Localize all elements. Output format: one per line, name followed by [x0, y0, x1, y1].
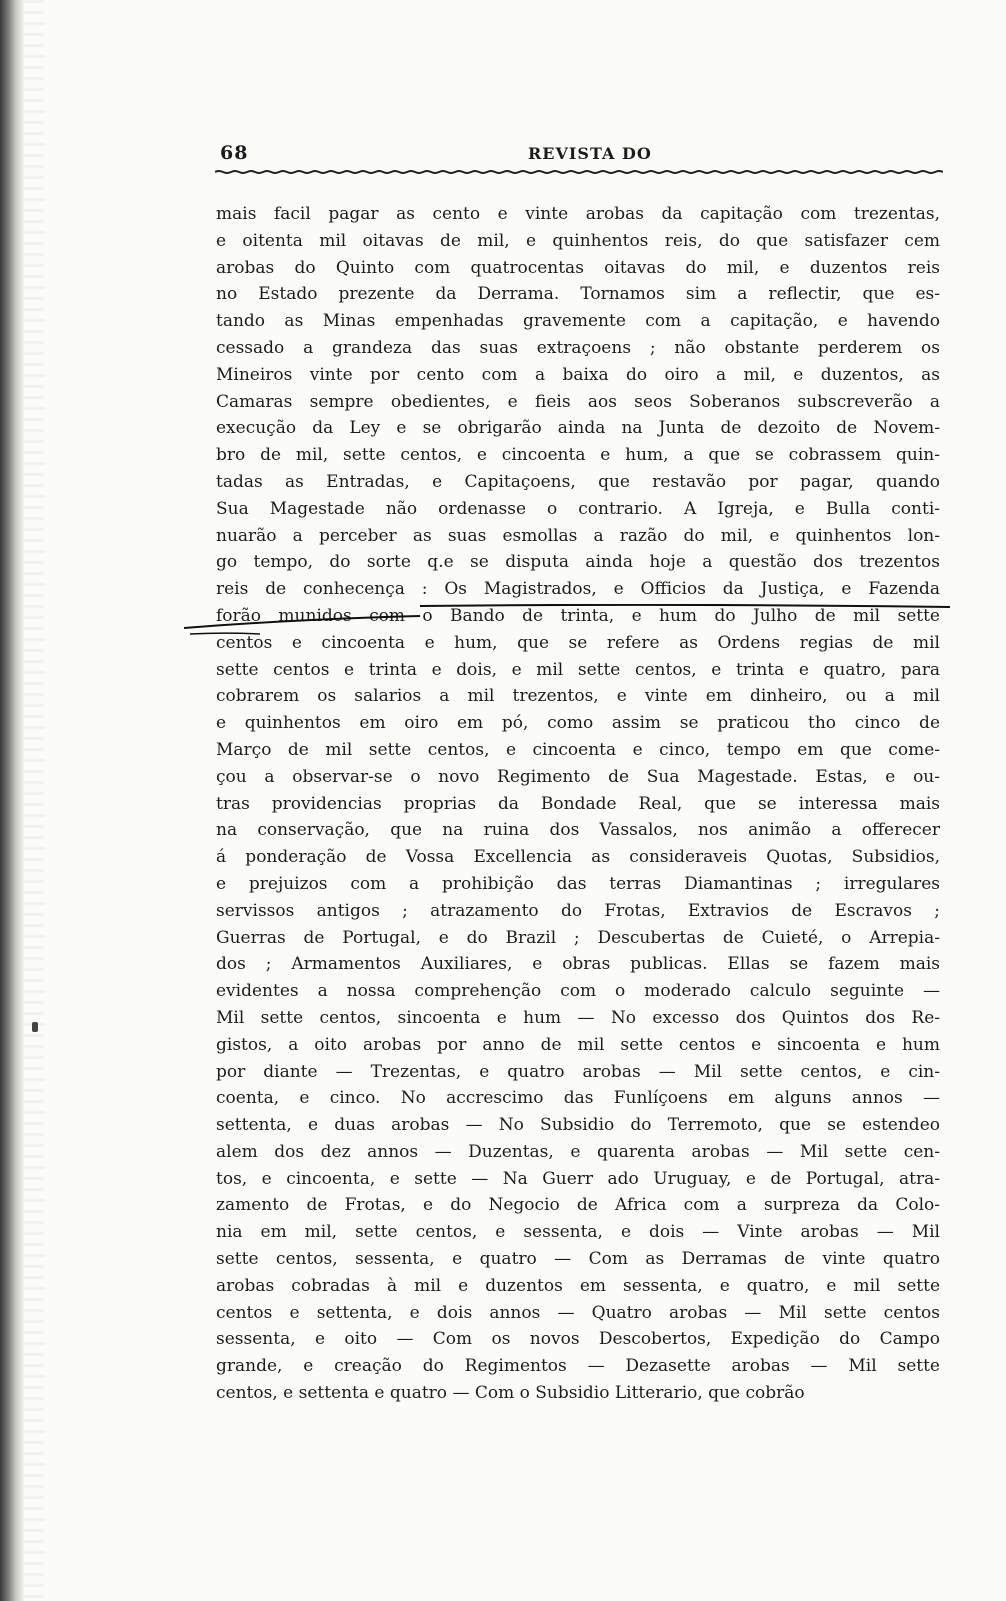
text-line: sessenta, e oito — Com os novos Descobertos, Expedição do Campo	[216, 1329, 940, 1350]
text-line: forão munidos com o Bando de trinta, e hum do Julho de mil sette	[216, 605, 940, 626]
text-line: sette centos e trinta e dois, e mil sette centos, e trinta e quatro, para	[216, 659, 940, 680]
text-line: bro de mil, sette centos, e cincoenta e hum, a que se cobrassem quin-	[216, 445, 940, 466]
text-line: e quinhentos em oiro em pó, como assim se praticou tho cinco de	[216, 713, 940, 734]
text-line: servissos antigos ; atrazamento do Frotas, Extravios de Escravos ;	[216, 900, 940, 921]
text-line: tras providencias proprias da Bondade Real, que se interessa mais	[216, 793, 940, 814]
text-line: á ponderação de Vossa Excellencia as consideraveis Quotas, Subsidios,	[216, 847, 940, 868]
text-line: Mil sette centos, sincoenta e hum — No excesso dos Quintos dos Re-	[216, 1007, 940, 1028]
text-line: zamento de Frotas, e do Negocio de Africa com a surpreza da Colo-	[216, 1195, 940, 1216]
text-line: sette centos, sessenta, e quatro — Com as Derramas de vinte quatro	[216, 1249, 940, 1270]
text-line: cessado a grandeza das suas extraçoens ; não obstante perderem os	[216, 337, 940, 358]
text-line: centos, e settenta e quatro — Com o Subsidio Litterario, que cobrão	[216, 1383, 805, 1404]
text-line: e oitenta mil oitavas de mil, e quinhentos reis, do que satisfazer cem	[216, 230, 940, 251]
text-line: coenta, e cinco. No accrescimo das Funlíçoens em alguns annos —	[216, 1088, 940, 1109]
page-binding-shadow	[24, 0, 44, 1601]
page-header	[220, 142, 940, 172]
header-rule	[215, 170, 943, 174]
text-line: alem dos dez annos — Duzentas, e quarenta arobas — Mil sette cen-	[216, 1141, 940, 1162]
text-line: settenta, e duas arobas — No Subsidio do Terremoto, que se estendeo	[216, 1115, 940, 1136]
margin-ink-mark	[32, 1022, 38, 1032]
body-text	[216, 201, 940, 1407]
text-line: go tempo, do sorte q.e se disputa ainda hoje a questão dos trezentos	[216, 552, 940, 573]
text-line: tando as Minas empenhadas gravemente com a capitação, e havendo	[216, 311, 940, 332]
text-line: cobrarem os salarios a mil trezentos, e vinte em dinheiro, ou a mil	[216, 686, 940, 707]
text-line: Sua Magestade não ordenasse o contrario. A Igreja, e Bulla conti-	[216, 498, 940, 519]
text-line: reis de conhecença : Os Magistrados, e Officios da Justiça, e Fazenda	[216, 579, 940, 600]
page-number: 68	[220, 142, 249, 164]
text-line: çou a observar-se o novo Regimento de Sua Magestade. Estas, e ou-	[216, 766, 940, 787]
text-line: dos ; Armamentos Auxiliares, e obras publicas. Ellas se fazem mais	[216, 954, 940, 975]
text-line: gistos, a oito arobas por anno de mil sette centos e sincoenta e hum	[216, 1034, 940, 1055]
text-line: tos, e cincoenta, e sette — Na Guerr ado Uruguay, e de Portugal, atra-	[216, 1168, 940, 1189]
text-line: centos e settenta, e dois annos — Quatro arobas — Mil sette centos	[216, 1302, 940, 1323]
running-title: REVISTA DO	[528, 144, 652, 163]
text-line: arobas cobradas à mil e duzentos em sessenta, e quatro, e mil sette	[216, 1275, 940, 1296]
text-line: evidentes a nossa comprehenção com o moderado calculo seguinte —	[216, 981, 940, 1002]
text-line: mais facil pagar as cento e vinte arobas da capitação com trezentas,	[216, 204, 940, 224]
text-line: Guerras de Portugal, e do Brazil ; Descubertas de Cuieté, o Arrepia-	[216, 927, 940, 948]
text-line: nuarão a perceber as suas esmollas a razão do mil, e quinhentos lon-	[216, 525, 940, 546]
text-line: por diante — Trezentas, e quatro arobas — Mil sette centos, e cin-	[216, 1061, 940, 1082]
text-line: Março de mil sette centos, e cincoenta e cinco, tempo em que come-	[216, 739, 940, 760]
text-line: no Estado prezente da Derrama. Tornamos sim a reflectir, que es-	[216, 284, 940, 305]
text-line: arobas do Quinto com quatrocentas oitavas do mil, e duzentos reis	[216, 257, 940, 278]
text-line: nia em mil, sette centos, e sessenta, e dois — Vinte arobas — Mil	[216, 1222, 940, 1243]
text-line: e prejuizos com a prohibição das terras Diamantinas ; irregulares	[216, 873, 940, 894]
text-line: execução da Ley e se obrigarão ainda na Junta de dezoito de Novem-	[216, 418, 940, 439]
text-line: Camaras sempre obedientes, e fieis aos seos Soberanos subscreverão a	[216, 391, 940, 412]
text-line: Mineiros vinte por cento com a baixa do oiro a mil, e duzentos, as	[216, 364, 940, 385]
text-line: na conservação, que na ruina dos Vassalos, nos animão a offerecer	[216, 820, 940, 841]
text-line: tadas as Entradas, e Capitaçoens, que restavão por pagar, quando	[216, 471, 940, 492]
text-line: grande, e creação do Regimentos — Dezasette arobas — Mil sette	[216, 1356, 940, 1377]
text-line: centos e cincoenta e hum, que se refere as Ordens regias de mil	[216, 632, 940, 653]
page-binding-edge	[0, 0, 24, 1601]
